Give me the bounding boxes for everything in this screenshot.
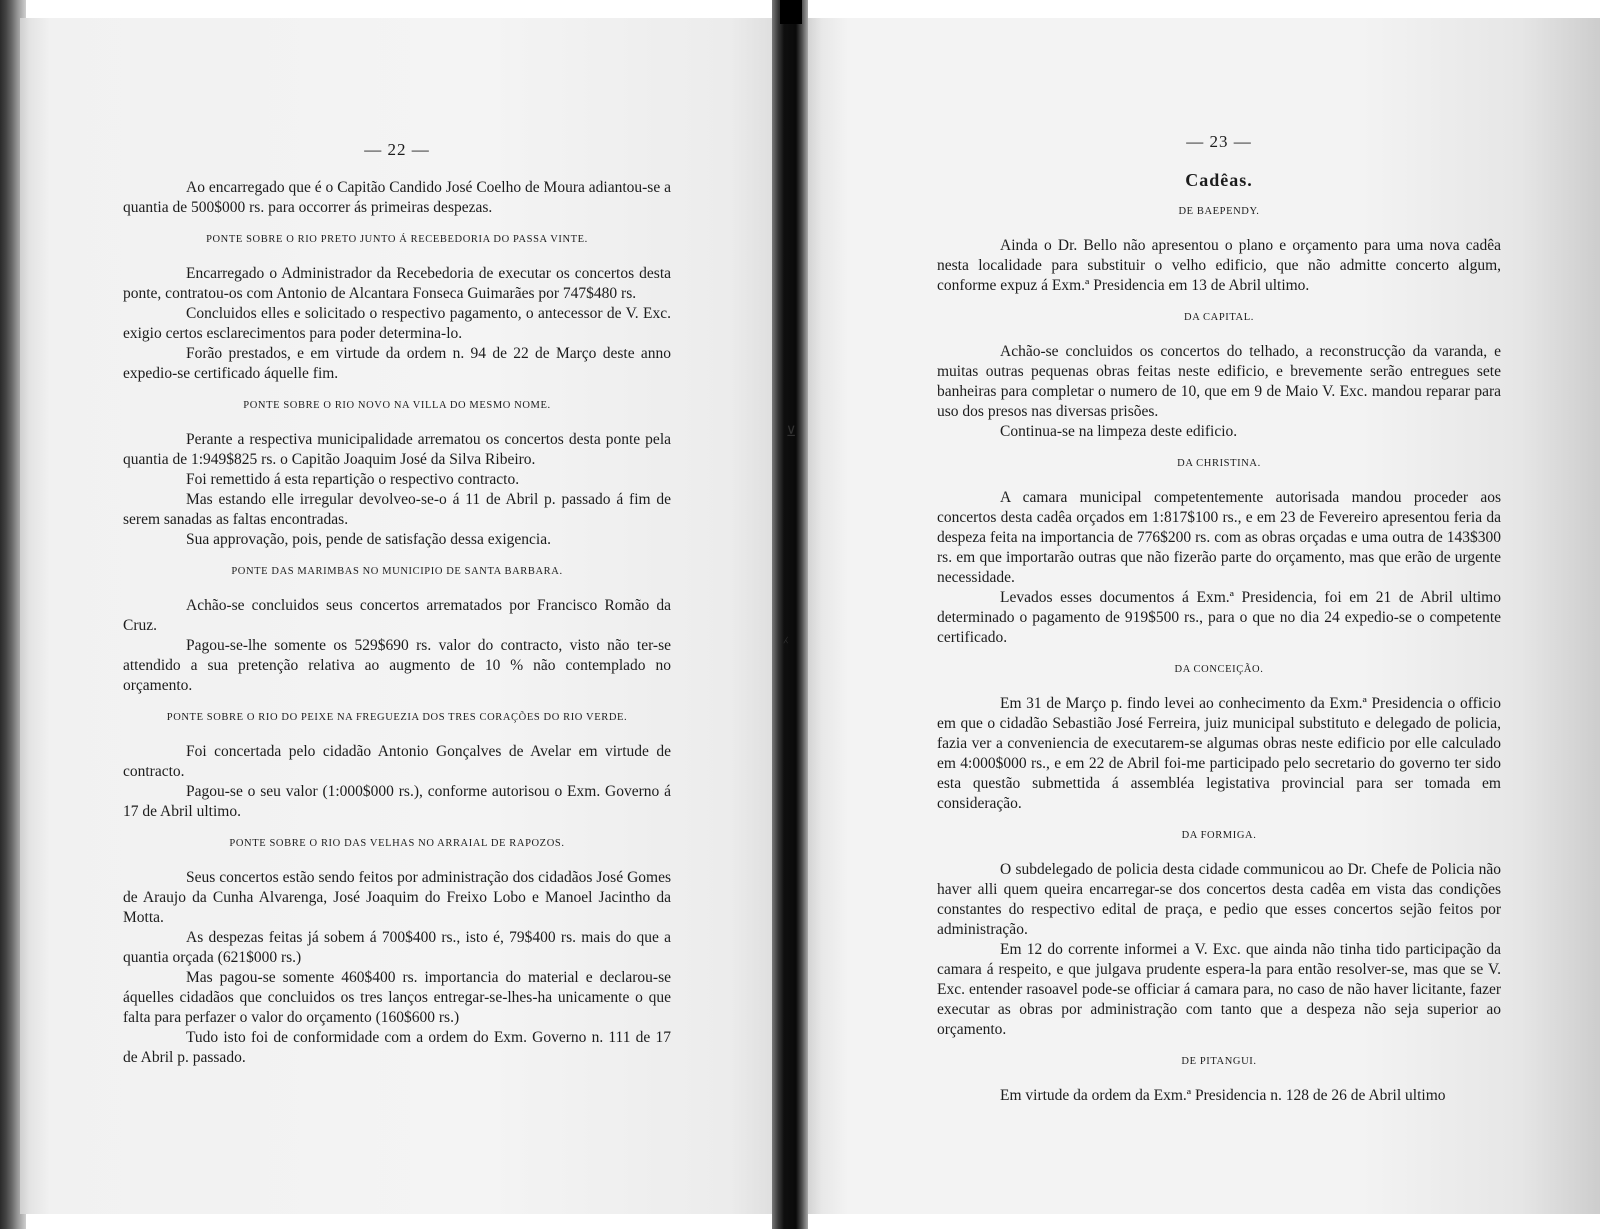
- paragraph: Em virtude da ordem da Exm.ª Presidencia n. 128 de 26 de Abril ultimo: [1000, 1087, 1446, 1104]
- section-heading: PONTE SOBRE O RIO DAS VELHAS NO ARRAIAL DE RAPOZOS.: [229, 838, 565, 849]
- section-heading: DA CHRISTINA.: [1177, 458, 1261, 469]
- binding-mark: ⁁: [784, 629, 788, 644]
- section-title: Cadêas.: [1185, 170, 1253, 190]
- section-heading: DA CONCEIÇÃO.: [1174, 664, 1264, 675]
- paragraph: Seus concertos estão sendo feitos por administração dos cidadãos José Gomes de Araujo da Cunha Alvarenga, José Joaquim do Freixo Lobo e Manoel Jacintho da Motta.: [123, 869, 671, 926]
- paragraph: Mas estando elle irregular devolveo-se-o á 11 de Abril p. passado á fim de serem sanadas as faltas encontradas.: [123, 491, 671, 528]
- paragraph: Concluidos elles e solicitado o respectivo pagamento, o antecessor de V. Exc. exigio certos esclarecimentos para poder determina-lo.: [123, 305, 671, 342]
- section-heading: PONTE SOBRE O RIO PRETO JUNTO Á RECEBEDORIA DO PASSA VINTE.: [206, 234, 588, 245]
- paragraph: Levados esses documentos á Exm.ª Presidencia, foi em 21 de Abril ultimo determinado o pagamento de 919$500 rs., para o que no dia 24 expedio-se o competente certificado.: [937, 589, 1501, 646]
- paragraph: A camara municipal competentemente autorisada mandou proceder aos concertos desta cadêa orçados em 1:817$100 rs., e em 23 de Fevereiro apresentou feria da despeza feita na importancia de 776$200 rs. com as obras orçadas e uma outra de 143$300 rs. em que importarão outras que não fizerão parte do orçamento, mas que erão de urgente necessidade.: [937, 489, 1501, 586]
- section-heading: DA CAPITAL.: [1184, 312, 1254, 323]
- paragraph: Em 12 do corrente informei a V. Exc. que ainda não tinha tido participação da camara á respeito, e que julgava prudente espera-la para então resolver-se, mas que se V. Exc. entender rasoavel pode-se officiar á camara para, no caso de não haver licitante, fazer executar as obras por administração com tanto que a despeza não seja superior ao orçamento.: [937, 941, 1501, 1038]
- paragraph: Pagou-se o seu valor (1:000$000 rs.), conforme autorisou o Exm. Governo á 17 de Abril ultimo.: [123, 783, 671, 820]
- paragraph: Achão-se concluidos os concertos do telhado, a reconstrucção da varanda, e muitas outras pequenas obras feitas neste edificio, e brevemente serão entregues sete banheiras para completar o numero de 10, que em 9 de Maio V. Exc. mandou reparar para uso dos presos nas diversas prisões.: [937, 343, 1501, 420]
- book-spine: [772, 0, 808, 1229]
- paragraph: Pagou-se-lhe somente os 529$690 rs. valor do contracto, visto não ter-se attendido a sua pretenção relativa ao augmento de 10 % não contemplado no orçamento.: [123, 637, 671, 694]
- paragraph: Em 31 de Março p. findo levei ao conhecimento da Exm.ª Presidencia o officio em que o cidadão Sebastião José Ferreira, juiz municipal substituto e delegado de policia, fazia ver a conveniencia de executarem-se algumas obras neste edificio por elle calculado em 4:000$000 rs., e em 22 de Abril foi-me participado pelo secretario do governo ter sido esta questão submettida á assembléa legistativa provincial para ser tomada em consideração.: [937, 695, 1501, 812]
- page-number: — 23 —: [1186, 132, 1252, 151]
- paragraph: Forão prestados, e em virtude da ordem n. 94 de 22 de Março deste anno expedio-se certificado áquelle fim.: [123, 345, 671, 382]
- paragraph: As despezas feitas já sobem á 700$400 rs., isto é, 79$400 rs. mais do que a quantia orçada (621$000 rs.): [123, 929, 671, 966]
- paragraph: Mas pagou-se somente 460$400 rs. importancia do material e declarou-se áquelles cidadãos que concluidos os tres lanços entregar-se-lhes-ha unicamente o que falta para perfazer o valor do orçamento (160$600 rs.): [123, 969, 671, 1026]
- paragraph: Foi remettido á esta repartição o respectivo contracto.: [186, 471, 520, 488]
- paragraph: Achão-se concluidos seus concertos arrematados por Francisco Romão da Cruz.: [123, 597, 671, 634]
- section-heading: DE PITANGUI.: [1181, 1056, 1257, 1067]
- paragraph: Tudo isto foi de conformidade com a ordem do Exm. Governo n. 111 de 17 de Abril p. passado.: [123, 1029, 671, 1066]
- section-heading: PONTE SOBRE O RIO NOVO NA VILLA DO MESMO NOME.: [243, 400, 551, 411]
- paragraph: Ao encarregado que é o Capitão Candido José Coelho de Moura adiantou-se a quantia de 500$000 rs. para occorrer ás primeiras despezas.: [123, 179, 671, 216]
- paragraph: Ainda o Dr. Bello não apresentou o plano e orçamento para uma nova cadêa nesta localidade para substituir o velho edificio, que não admitte concerto algum, conforme expuz á Exm.ª Presidencia em 13 de Abril ultimo.: [937, 237, 1501, 294]
- paragraph: Sua approvação, pois, pende de satisfação dessa exigencia.: [186, 531, 551, 548]
- spine-shadow: [780, 0, 802, 24]
- paragraph: Encarregado o Administrador da Recebedoria de executar os concertos desta ponte, contratou-os com Antonio de Alcantara Fonseca Guimarães por 747$480 rs.: [123, 265, 671, 302]
- page-number: — 22 —: [364, 140, 430, 159]
- left-page-text: [123, 140, 671, 1068]
- left-page-body: [123, 178, 671, 1068]
- paragraph: O subdelegado de policia desta cidade communicou ao Dr. Chefe de Policia não haver alli quem queira encarregar-se dos concertos desta cadêa em vista das condições constantes do respectivo edital de praça, e pedio que esses concertos sejão feitos por administração.: [937, 861, 1501, 938]
- paragraph: Continua-se na limpeza deste edificio.: [1000, 423, 1238, 440]
- binding-mark: ⊻: [786, 425, 797, 440]
- section-heading: DA FORMIGA.: [1181, 830, 1257, 841]
- paragraph: Perante a respectiva municipalidade arrematou os concertos desta ponte pela quantia de 1:949$825 rs. o Capitão Joaquim José da Silva Ribeiro.: [123, 431, 671, 468]
- right-page-body: [937, 202, 1501, 1106]
- paragraph: Foi concertada pelo cidadão Antonio Gonçalves de Avelar em virtude de contracto.: [123, 743, 671, 780]
- section-heading: PONTE SOBRE O RIO DO PEIXE NA FREGUEZIA DOS TRES CORAÇÕES DO RIO VERDE.: [166, 712, 628, 723]
- section-heading: PONTE DAS MARIMBAS NO MUNICIPIO DE SANTA BARBARA.: [231, 566, 563, 577]
- right-page-text: [937, 132, 1501, 1106]
- section-heading: DE BAEPENDY.: [1178, 206, 1260, 217]
